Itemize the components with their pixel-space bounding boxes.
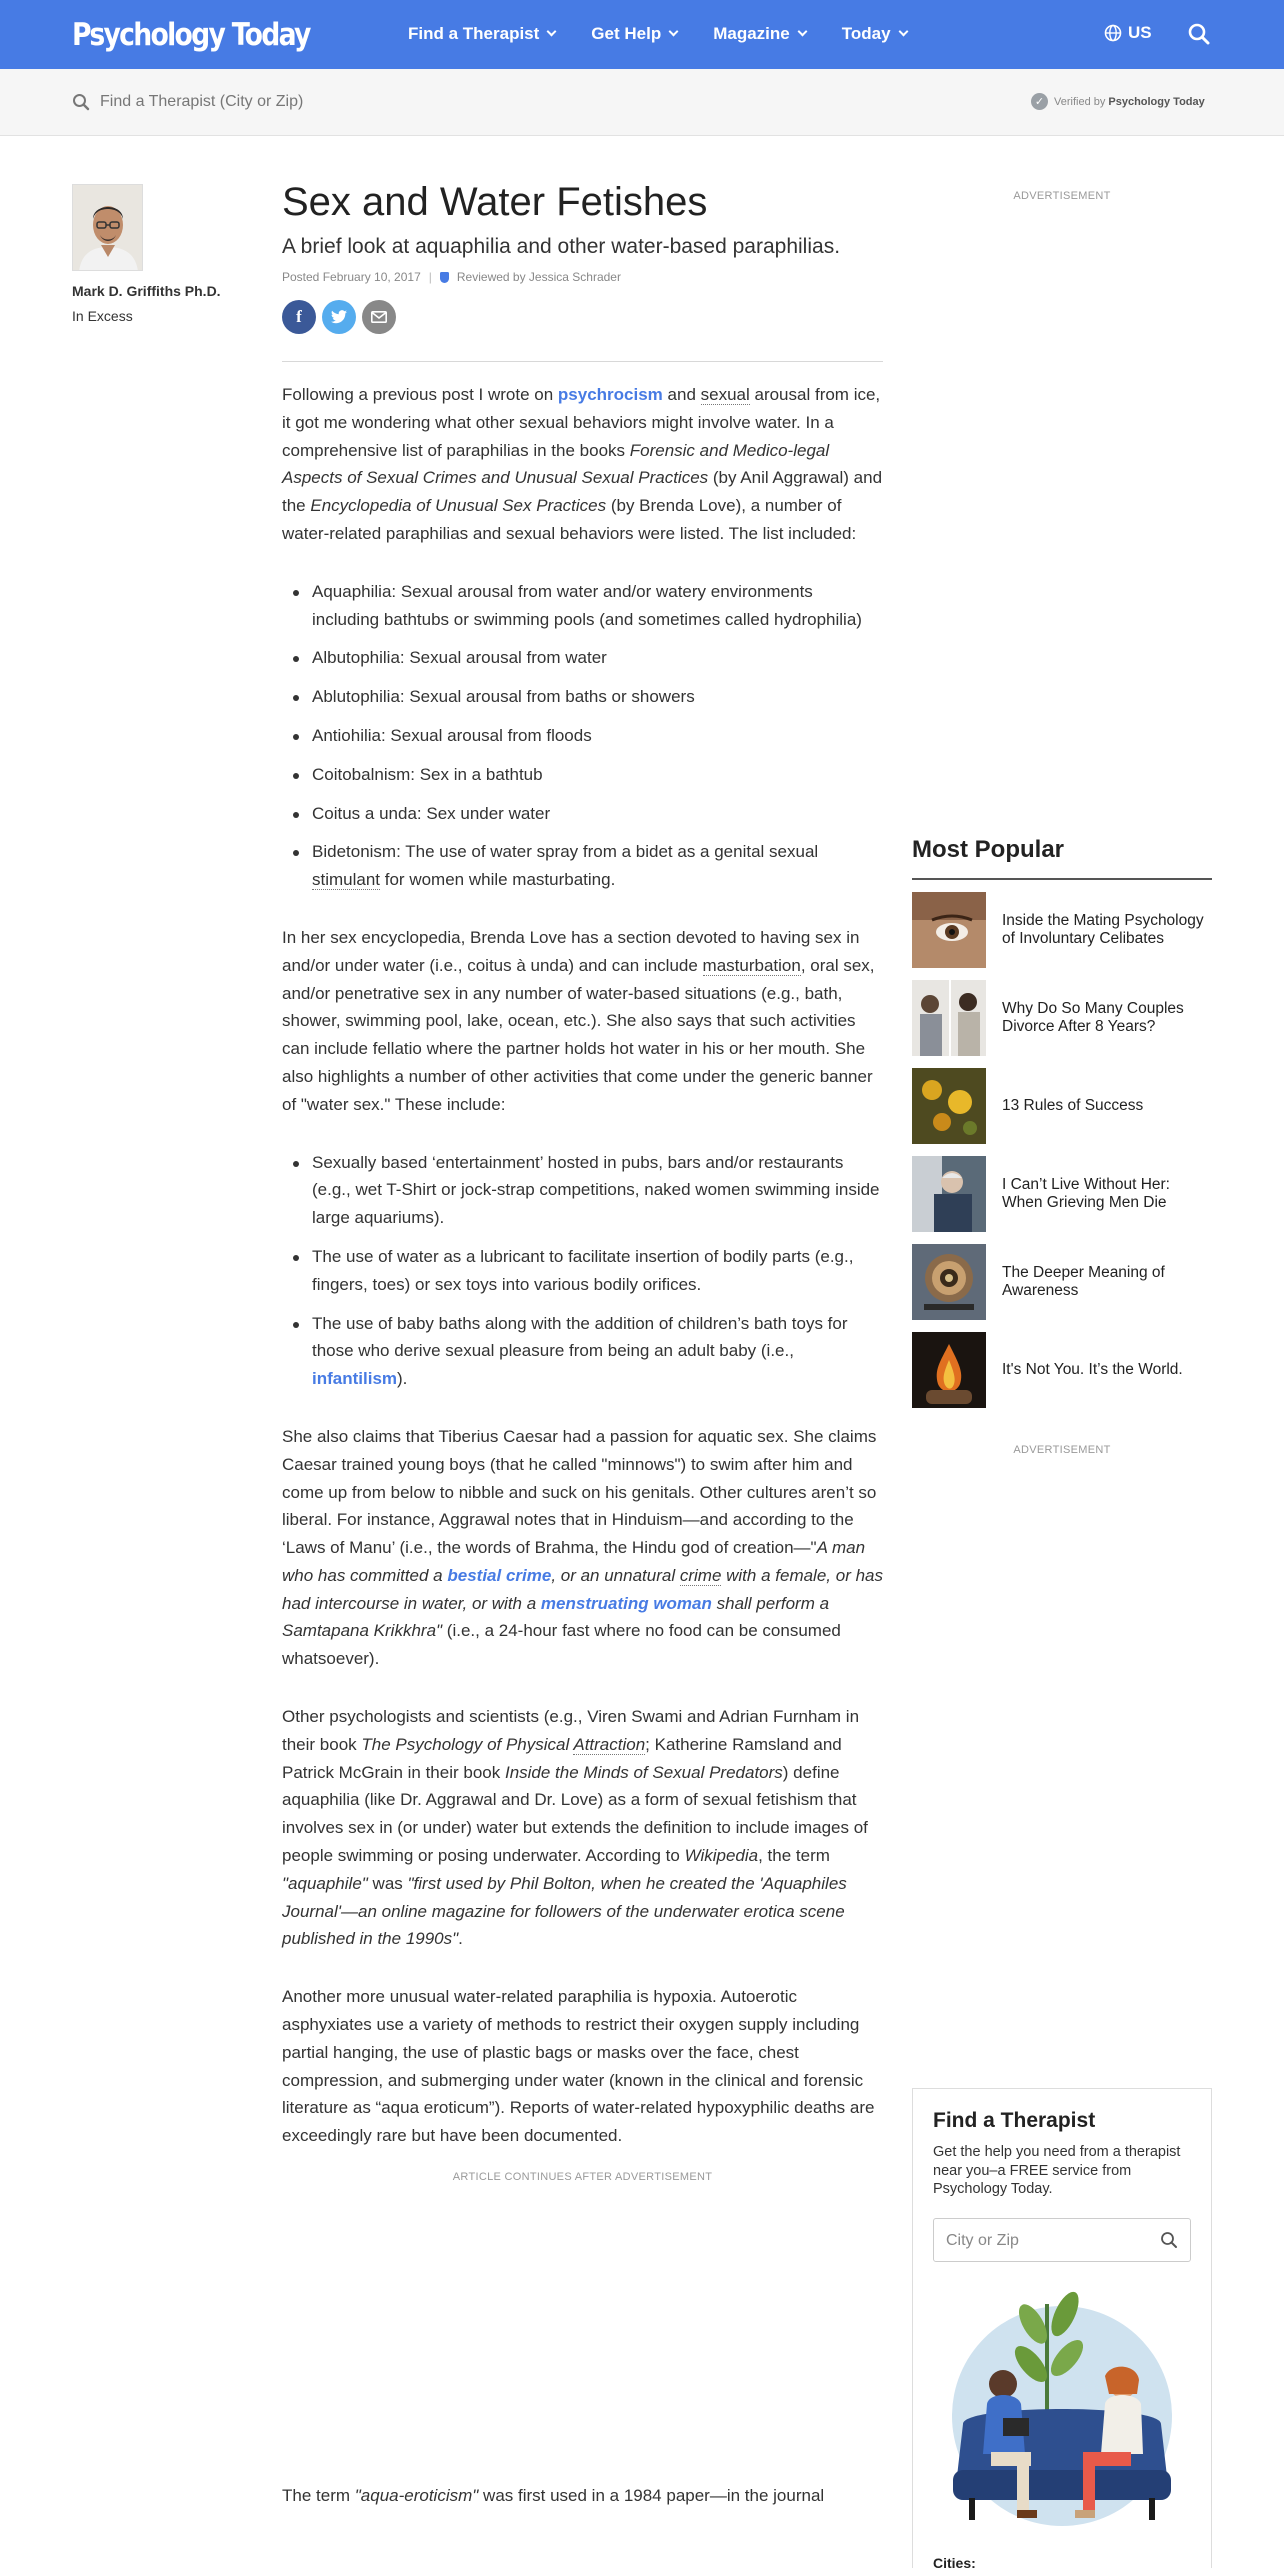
article-thumbnail: [912, 892, 986, 968]
article-thumbnail: [912, 1332, 986, 1408]
main-nav: [408, 24, 943, 44]
most-popular-item[interactable]: [912, 980, 1212, 1056]
check-icon: ✓: [1031, 93, 1048, 110]
nav-find-therapist[interactable]: [408, 24, 555, 44]
nav-label: Magazine: [713, 24, 790, 43]
paragraph: The term "aqua-eroticism" was first used in a 1984 paper—in the journal: [282, 2485, 825, 2505]
nav-label: Find a Therapist: [408, 24, 540, 43]
list-item: The use of baby baths along with the addition of children’s bath toys for those who derive sexual pleasure from being an adult baby (i.e., infantilism).: [312, 1310, 883, 1393]
list-item: Bidetonism: The use of water spray from a bidet as a genital sexual stimulant for women while masturbating.: [312, 838, 883, 894]
search-icon[interactable]: [1160, 2231, 1178, 2249]
search-icon[interactable]: [1188, 23, 1210, 45]
glossary-term[interactable]: sexual: [700, 385, 750, 404]
find-therapist-description: Get the help you need from a therapist near you–a FREE service from Psychology Today.: [933, 2144, 1181, 2197]
link-bestial-crime[interactable]: bestial crime: [447, 1565, 552, 1585]
cities-label: Cities:: [933, 2555, 976, 2568]
top-header: [0, 0, 1284, 69]
link-infantilism[interactable]: infantilism: [312, 1369, 398, 1389]
therapy-illustration: [933, 2284, 1191, 2544]
city-zip-input[interactable]: [946, 2229, 1146, 2253]
paragraph: She also claims that Tiberius Caesar had a passion for aquatic sex. She claims Caesar trained young boys (that he called "minnows") to swim after him and come up from below to nibble and suck on his genitals. Other cultures aren’t so liberal. For instance, Aggrawal notes that in Hinduism—and according to the ‘Laws of Manu’ (i.e., the words of Brahma, the Hindu god of creation—"A man who has committed a bestial crime, or an unnatural crime with a female, or has had intercourse in water, or with a menstruating woman shall perform a Samtapana Krikkhra" (i.e., a 24-hour fast where no food can be consumed whatsoever).: [282, 1426, 883, 1669]
ad-slot: [282, 2192, 883, 2482]
posted-date: Posted February 10, 2017: [282, 270, 421, 284]
ad-label: ADVERTISEMENT: [1013, 190, 1111, 202]
list-item: Aquaphilia: Sexual arousal from water and/or watery environments including bathtubs or swimming pools (and sometimes called hydrophilia): [312, 578, 883, 634]
most-popular-title-text: The Deeper Meaning of Awareness: [1002, 1264, 1165, 1299]
list-item: Coitus a unda: Sex under water: [312, 800, 883, 828]
article-meta: [282, 270, 621, 284]
list-item: The use of water as a lubricant to facilitate insertion of bodily parts (e.g., fingers, toes) or sex toys into various bodily orifices.: [312, 1243, 883, 1299]
article-thumbnail: [912, 1156, 986, 1232]
nav-label: Today: [841, 24, 891, 43]
facebook-icon: f: [296, 307, 302, 326]
twitter-share-button[interactable]: [322, 300, 356, 334]
nav-today[interactable]: [842, 24, 907, 44]
article-thumbnail: [912, 1244, 986, 1320]
author-blog[interactable]: In Excess: [72, 308, 133, 324]
facebook-share-button[interactable]: [282, 300, 316, 334]
paraphilia-list: [312, 578, 883, 894]
therapist-search-bar: [0, 69, 1284, 136]
chevron-down-icon: [898, 27, 908, 37]
link-psychrocism[interactable]: psychrocism: [557, 385, 663, 404]
site-logo[interactable]: Psychology Today: [72, 17, 310, 53]
glossary-term[interactable]: Attraction: [573, 1734, 646, 1754]
chevron-down-icon: [547, 27, 557, 37]
reviewed-by[interactable]: Reviewed by Jessica Schrader: [456, 270, 621, 284]
author-avatar[interactable]: [72, 184, 143, 271]
list-item: Albutophilia: Sexual arousal from water: [312, 644, 883, 672]
most-popular-title-text: 13 Rules of Success: [1002, 1097, 1144, 1114]
most-popular-item[interactable]: [912, 1244, 1212, 1320]
paragraph: In her sex encyclopedia, Brenda Love has a section devoted to having sex in and/or under water (i.e., coitus à unda) and can include masturbation, oral sex, and/or penetrative sex in any number of water-based situations (e.g., bath, shower, swimming pool, lake, ocean, etc.). She also says that such activities can include fellatio where the partner holds hot water in his or her mouth. She also highlights a number of other activities that come under the generic banner of "water sex." These include:: [282, 927, 875, 1114]
find-therapist-widget: [912, 2088, 1212, 2568]
shield-icon: [440, 272, 449, 283]
ad-label: ADVERTISEMENT: [1013, 1444, 1111, 1456]
ad-continue-label: ARTICLE CONTINUES AFTER ADVERTISEMENT: [452, 2171, 713, 2184]
divider: [912, 878, 1212, 880]
chevron-down-icon: [797, 27, 807, 37]
glossary-term[interactable]: masturbation: [702, 955, 801, 975]
region-selector[interactable]: [1104, 23, 1152, 43]
activity-list: [312, 1149, 883, 1393]
divider: [282, 361, 883, 362]
most-popular-item[interactable]: [912, 892, 1212, 968]
verified-brand: Psychology Today: [1108, 95, 1205, 108]
paragraph: Other psychologists and scientists (e.g., Viren Swami and Adrian Furnham in their book The Psychology of Physical Attraction; Katherine Ramsland and Patrick McGrain in their book Inside the Minds of Sexual Predators) define aquaphilia (like Dr. Aggrawal and Dr. Love) as a form of sexual fetishism that involves sex in (or under) water but extends the definition to include images of people swimming or posing underwater. According to Wikipedia, the term "aquaphile" was "first used by Phil Bolton, when he created the 'Aquaphiles Journal'—an online magazine for followers of the underwater erotica scene published in the 1990s".: [282, 1707, 868, 1949]
most-popular-item[interactable]: [912, 1068, 1212, 1144]
glossary-term[interactable]: crime: [679, 1565, 722, 1585]
article-thumbnail: [912, 1068, 986, 1144]
paragraph: Another more unusual water-related paraphilia is hypoxia. Autoerotic asphyxiates use a variety of methods to restrict their oxygen supply including partial hanging, the use of plastic bags or masks over the face, chest compression, and submerging under water (known in the clinical and forensic literature as “aqua eroticum”). Reports of water-related hypoxyphilic deaths are exceedingly rare but have been documented.: [282, 1987, 875, 2146]
nav-magazine[interactable]: [713, 24, 806, 44]
link-menstruating-woman[interactable]: menstruating woman: [540, 1593, 712, 1613]
glossary-term[interactable]: stimulant: [312, 870, 381, 890]
find-therapist-field: [933, 2218, 1191, 2262]
verified-prefix: Verified by: [1054, 95, 1106, 108]
share-buttons: [282, 300, 402, 334]
list-item: Sexually based ‘entertainment’ hosted in pubs, bars and/or restaurants (e.g., wet T-Shirt or jock-strap competitions, naked women swimming inside large aquariums).: [312, 1149, 883, 1232]
most-popular-item[interactable]: [912, 1332, 1212, 1408]
most-popular-list: [912, 892, 1212, 1420]
twitter-icon: [331, 310, 347, 324]
find-therapist-title: Find a Therapist: [933, 2109, 1096, 2132]
most-popular-title-text: Inside the Mating Psychology of Involuntary Celibates: [1002, 912, 1204, 947]
paragraph: Following a previous post I wrote on psychrocism and sexual arousal from ice, it got me wondering what other sexual behaviors might involve water. In a comprehensive list of paraphilias in the books Forensic and Medico-legal Aspects of Sexual Crimes and Unusual Sexual Practices (by Anil Aggrawal) and the Encyclopedia of Unusual Sex Practices (by Brenda Love), a number of water-related paraphilias and sexual behaviors were listed. The list included:: [282, 385, 883, 543]
chevron-down-icon: [669, 27, 679, 37]
list-item: Ablutophilia: Sexual arousal from baths or showers: [312, 683, 883, 711]
most-popular-item[interactable]: [912, 1156, 1212, 1232]
author-name[interactable]: Mark D. Griffiths Ph.D.: [72, 283, 221, 299]
most-popular-title: Most Popular: [912, 836, 1065, 863]
therapist-search-input[interactable]: [100, 89, 600, 115]
search-icon: [72, 93, 90, 111]
most-popular-title-text: I Can’t Live Without Her: When Grieving Men Die: [1002, 1176, 1170, 1211]
verified-badge: [1031, 93, 1205, 110]
mail-icon: [371, 311, 387, 323]
region-label: US: [1128, 23, 1152, 42]
article-body: [282, 381, 883, 2540]
globe-icon: [1104, 24, 1122, 42]
list-item: Coitobalnism: Sex in a bathtub: [312, 761, 883, 789]
article-subtitle: A brief look at aquaphilia and other water-based paraphilias.: [282, 235, 841, 258]
meta-separator: |: [428, 270, 432, 284]
most-popular-title-text: It's Not You. It’s the World.: [1002, 1361, 1183, 1378]
nav-label: Get Help: [591, 24, 662, 43]
email-share-button[interactable]: [362, 300, 396, 334]
page-title: Sex and Water Fetishes: [282, 180, 708, 224]
list-item: Antiohilia: Sexual arousal from floods: [312, 722, 883, 750]
most-popular-title-text: Why Do So Many Couples Divorce After 8 Years?: [1002, 1000, 1184, 1035]
nav-get-help[interactable]: [591, 24, 677, 44]
article-thumbnail: [912, 980, 986, 1056]
